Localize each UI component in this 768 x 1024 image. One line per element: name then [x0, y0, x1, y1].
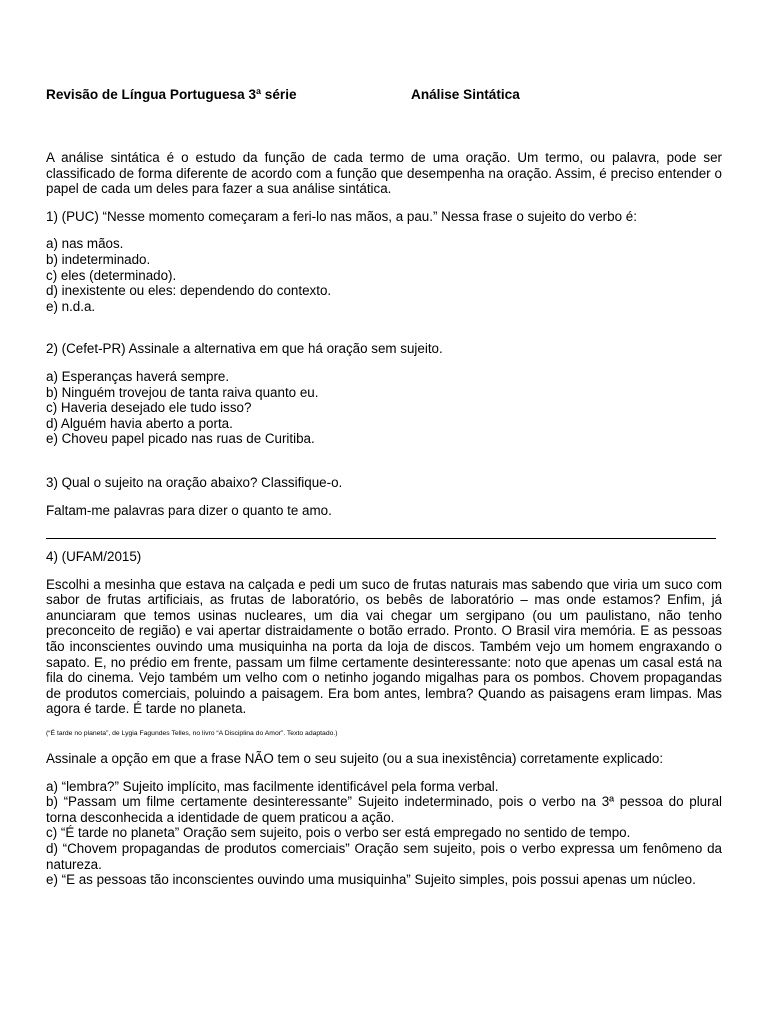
question-4-text: Escolhi a mesinha que estava na calçada e pedi um suco de frutas naturais mas sabendo que viria um suco com sabor de frutas artificiais, as frutas de laboratório, os bebês de laboratório – mas onde estamos? Enfim, já anunciaram que temos usinas nucleares, um dia vai chegar um sergipano (ou um paulistano, não tenho preconceito de região) e vai apertar distraidamente o botão errado. Pronto. O Brasil vira memória. E as pessoas tão inconscientes ouvindo uma musiquinha na porta da loja de discos. Também vejo um homem engraxando o sapato. E, no prédio em frente, passam um filme certamente desinteressante: noto que apenas um casal está na fila do cinema. Vejo também um velho com o netinho jogando migalhas para os pombos. Chovem propagandas de produtos comerciais, poluindo a paisagem. Era bom antes, lembra? Quando as paisagens eram limpas. Mas agora é tarde. É tarde no planeta. [46, 576, 722, 717]
question-1-options [46, 236, 722, 314]
option: c) “É tarde no planeta” Oração sem sujeito, pois o verbo ser está empregado no sentido de tempo. [46, 825, 631, 841]
question-1: 1) (PUC) “Nesse momento começaram a feri-lo nas mãos, a pau.” Nessa frase o sujeito do verbo é: [46, 208, 637, 224]
question-2: 2) (Cefet-PR) Assinale a alternativa em que há oração sem sujeito. [46, 341, 443, 357]
option: b) “Passam um filme certamente desinteressante” Sujeito indeterminado, pois o verbo na 3ª pessoa do plural torna desconhecida a identidade de quem praticou a ação. [46, 794, 722, 825]
option: e) “E as pessoas tão inconscientes ouvindo uma musiquinha” Sujeito simples, pois possui apenas um núcleo. [46, 872, 696, 888]
option: d) “Chovem propagandas de produtos comerciais” Oração sem sujeito, pois o verbo expressa um fenômeno da natureza. [46, 841, 722, 872]
header-title: Revisão de Língua Portuguesa 3ª série [46, 87, 297, 102]
option: c) eles (determinado). [46, 267, 177, 283]
source-citation: (“É tarde no planeta”, de Lygia Fagundes Telles, no livro “A Disciplina do Amor”. Texto adaptado.) [46, 730, 338, 738]
question-3: 3) Qual o sujeito na oração abaixo? Classifique-o. [46, 474, 343, 490]
question-3-sentence: Faltam-me palavras para dizer o quanto te amo. [46, 502, 332, 518]
header-subject: Análise Sintática [411, 87, 520, 102]
intro-paragraph: A análise sintática é o estudo da função de cada termo de uma oração. Um termo, ou palavra, pode ser classificado de forma diferente de acordo com a função que desempenha na oração. Assim, é preciso entender o papel de cada um deles para fazer a sua análise sintática. [46, 150, 722, 197]
option: d) inexistente ou eles: dependendo do contexto. [46, 283, 332, 299]
option: c) Haveria desejado ele tudo isso? [46, 400, 252, 416]
question-4-title: 4) (UFAM/2015) [46, 549, 142, 565]
option: d) Alguém havia aberto a porta. [46, 415, 233, 431]
question-2-options [46, 369, 722, 447]
option: b) Ninguém trovejou de tanta raiva quanto eu. [46, 384, 319, 400]
option: a) Esperanças haverá sempre. [46, 368, 230, 384]
option: e) Choveu papel picado nas ruas de Curitiba. [46, 431, 315, 447]
question-4-options [46, 779, 722, 888]
option: a) nas mãos. [46, 236, 124, 252]
document-body [46, 150, 722, 888]
option: b) indeterminado. [46, 251, 151, 267]
option: e) n.d.a. [46, 298, 96, 314]
question-4-prompt: Assinale a opção em que a frase NÃO tem o seu sujeito (ou a sua inexistência) corretamente explicado: [46, 751, 664, 767]
option: a) “lembra?” Sujeito implícito, mas facilmente identificável pela forma verbal. [46, 778, 499, 794]
